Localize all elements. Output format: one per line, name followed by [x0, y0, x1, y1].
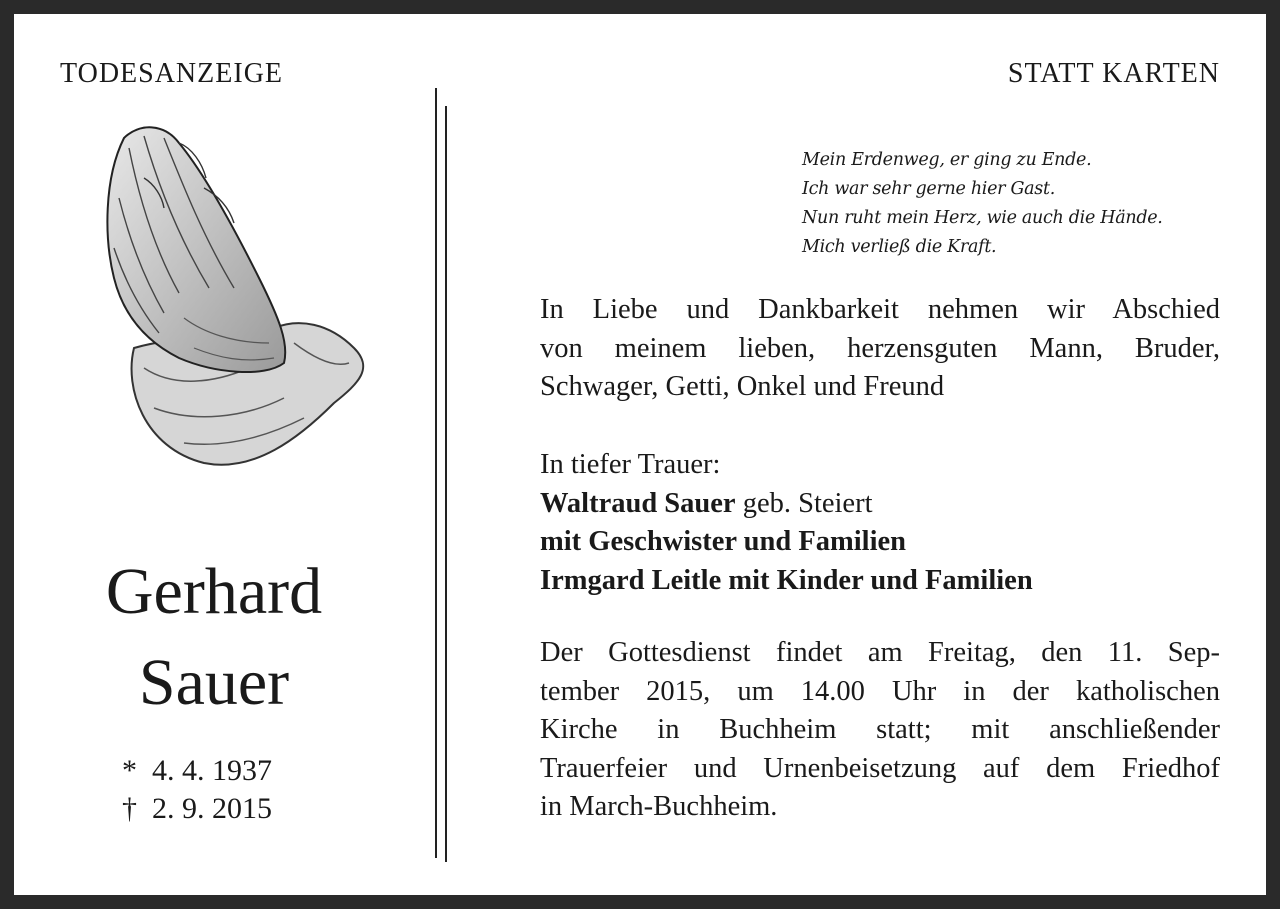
service-line: Der Gottesdienst findet am Freitag, den 11. Sep-: [540, 637, 1220, 668]
relatives-line: [540, 562, 1220, 601]
poem: [802, 146, 1163, 262]
death-date-row: [122, 790, 272, 828]
farewell-line: In Liebe und Dankbarkeit nehmen wir Abschied: [540, 294, 1220, 325]
farewell-line: von meinem lieben, herzensguten Mann, Bruder,: [540, 332, 1220, 364]
obituary-card: [14, 14, 1266, 895]
poem-line: Ich war sehr gerne hier Gast.: [802, 179, 1055, 199]
mourners-intro: In tiefer Trauer:: [540, 449, 721, 480]
life-dates: [122, 752, 272, 828]
relatives-text: Irmgard Leitle mit Kinder und Familien: [540, 564, 1033, 596]
birth-date-row: [122, 752, 272, 790]
service-line: tember 2015, um 14.00 Uhr in der katholischen: [540, 675, 1220, 707]
spouse-name: Waltraud Sauer: [540, 487, 736, 519]
column-divider-left: [435, 88, 437, 858]
right-column: [454, 14, 1266, 895]
service-line: Kirche in Buchheim statt; mit anschließender: [540, 714, 1220, 745]
column-divider-right: [445, 106, 447, 862]
poem-line: Mich verließ die Kraft.: [802, 237, 997, 257]
left-column: [14, 14, 434, 895]
siblings-line: [540, 523, 1220, 562]
deceased-last-name: Sauer: [138, 646, 290, 719]
praying-hands-icon: [84, 118, 374, 478]
siblings-text: mit Geschwister und Familien: [540, 526, 907, 557]
birth-symbol: *: [122, 754, 137, 787]
spouse-maiden-name: geb. Steiert: [735, 487, 873, 519]
farewell-line: Schwager, Getti, Onkel und Freund: [540, 371, 945, 402]
service-line: in March-Buchheim.: [540, 791, 778, 822]
spouse-line: [540, 485, 1220, 524]
poem-line: Mein Erdenweg, er ging zu Ende.: [802, 150, 1092, 170]
mourners-paragraph: [540, 446, 1220, 600]
notice-heading: TODESANZEIGE: [60, 58, 284, 89]
statt-karten-heading: STATT KARTEN: [1007, 58, 1220, 89]
death-symbol: †: [122, 792, 137, 825]
service-line: Trauerfeier und Urnenbeisetzung auf dem Friedhof: [540, 752, 1220, 784]
death-date: 2. 9. 2015: [152, 792, 272, 825]
service-paragraph: [540, 634, 1220, 827]
deceased-first-name: Gerhard: [105, 555, 323, 628]
farewell-paragraph: [540, 291, 1220, 407]
birth-date: 4. 4. 1937: [152, 754, 272, 787]
poem-line: Nun ruht mein Herz, wie auch die Hände.: [802, 208, 1163, 228]
